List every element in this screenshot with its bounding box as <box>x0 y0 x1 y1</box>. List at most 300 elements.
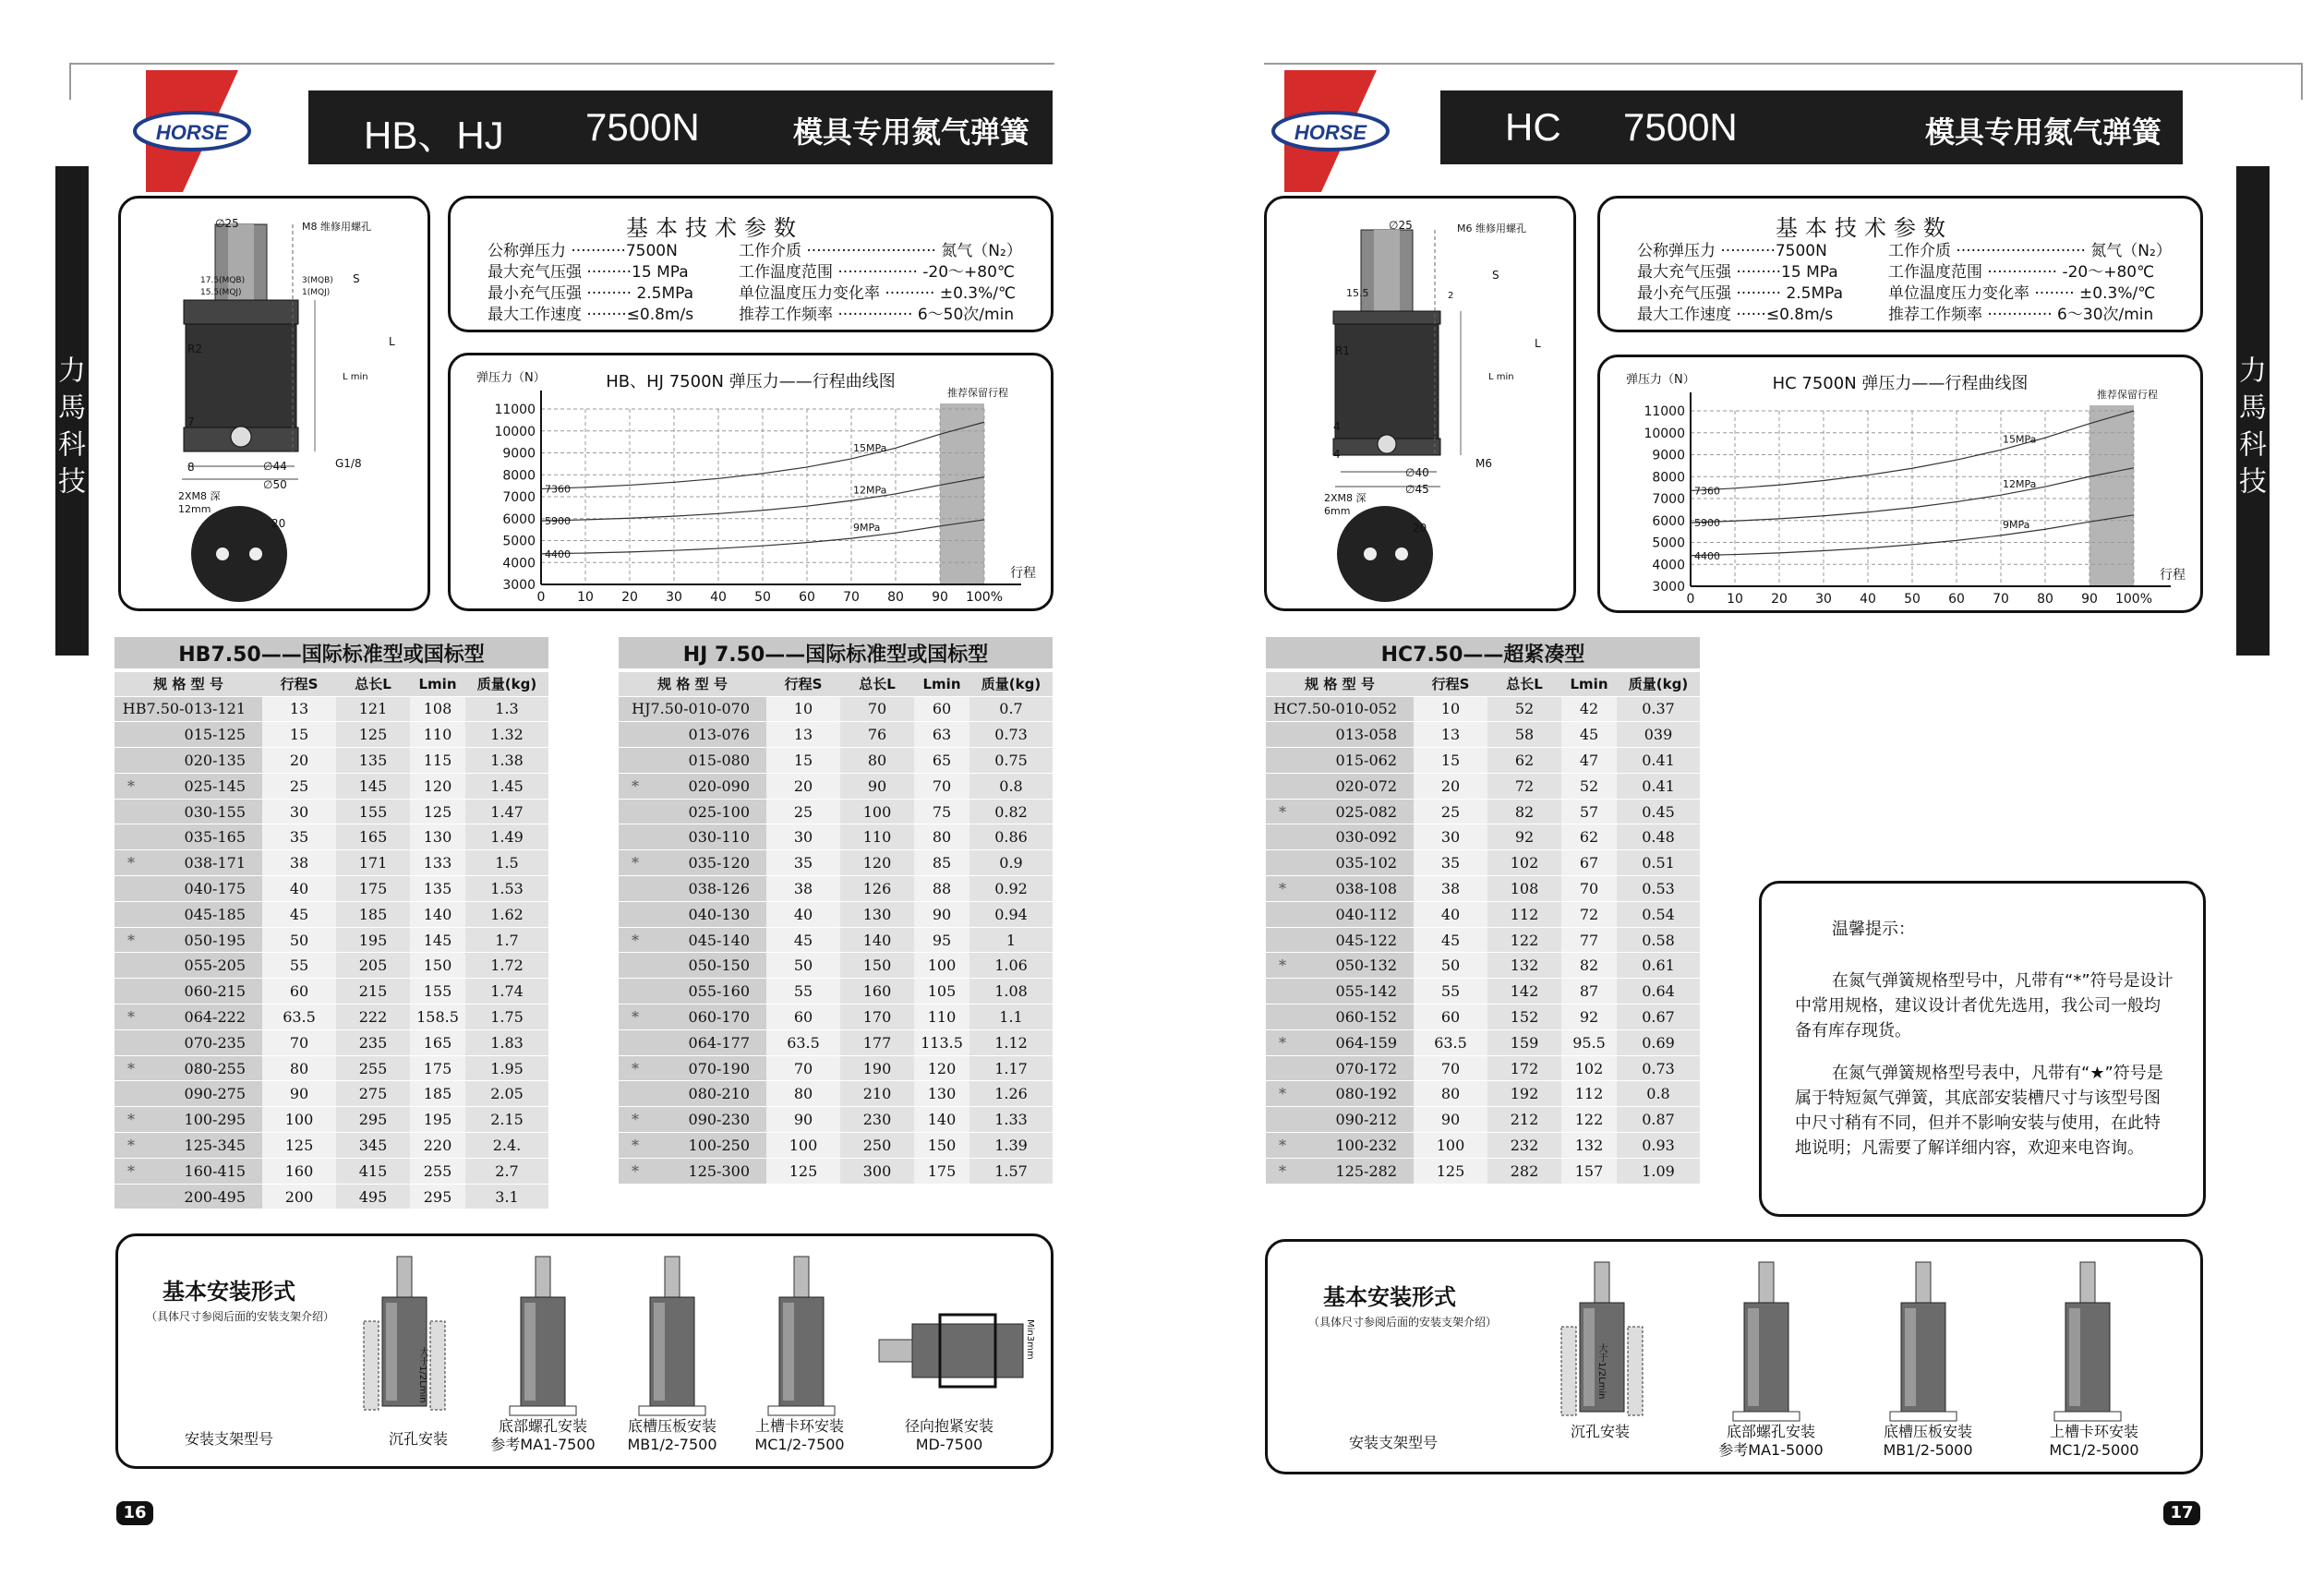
value-cell: 130 <box>840 901 914 927</box>
plate-section <box>364 1321 379 1410</box>
value-cell: 0.53 <box>1617 876 1700 902</box>
params-col1: 公称弹压力 ···········7500N 最大充气压强 ·········15 MPa 最小充气压强 ········· 2.5MPa 最大工作速度 ······≤0.8m/s <box>1637 242 1844 324</box>
value-cell: 13 <box>1414 722 1487 748</box>
model-code: 030-155 <box>184 802 246 821</box>
value-cell: 45 <box>1414 927 1487 953</box>
model-cell <box>114 1184 262 1209</box>
value-cell: 215 <box>336 979 410 1005</box>
value-cell: 112 <box>1561 1081 1617 1107</box>
model-code: 080-192 <box>1335 1085 1397 1103</box>
series-label: 9MPa <box>853 522 881 535</box>
value-cell: 55 <box>262 953 336 979</box>
value-cell: 132 <box>1487 953 1561 979</box>
value-cell: 415 <box>336 1158 410 1184</box>
seven-label: 7 <box>187 415 195 428</box>
series-label: 15MPa <box>853 441 887 454</box>
tips-box <box>1759 881 2206 1217</box>
table-header: Lmin <box>1561 672 1617 696</box>
value-cell: 52 <box>1487 696 1561 722</box>
table-row <box>619 953 1053 979</box>
install-title: 基本安装形式 <box>1323 1284 1456 1310</box>
x-tick-label: 50 <box>1904 592 1921 607</box>
dim1-label: 17.5(MQB) <box>200 276 246 285</box>
table-row <box>1266 1055 1700 1081</box>
chart-box <box>1597 355 2203 613</box>
four-label: 4 <box>1333 420 1341 433</box>
y-tick-label: 10000 <box>1644 426 1685 441</box>
value-cell: 80 <box>766 1081 840 1107</box>
table-row <box>1266 799 1700 824</box>
spring-drawing <box>1267 198 1573 608</box>
chart-box <box>448 353 1054 611</box>
value-cell: 1.75 <box>465 1005 548 1030</box>
value-cell: 135 <box>336 748 410 774</box>
install-note: Min3mm <box>1025 1319 1035 1360</box>
value-cell: 150 <box>410 953 465 979</box>
model-code: 080-210 <box>688 1085 750 1103</box>
table-row <box>114 876 548 902</box>
common-spec-star: * <box>1279 956 1286 975</box>
value-cell: 88 <box>914 876 969 902</box>
model-cell <box>619 722 766 748</box>
model-cell <box>114 953 262 979</box>
value-cell: 80 <box>840 748 914 774</box>
value-cell: 57 <box>1561 799 1617 824</box>
table-row <box>619 979 1053 1005</box>
value-cell: 142 <box>1487 979 1561 1005</box>
value-cell: 0.51 <box>1617 850 1700 876</box>
value-cell: 30 <box>1414 824 1487 850</box>
value-cell: 0.73 <box>1617 1055 1700 1081</box>
spec-table-hb <box>114 672 548 1209</box>
value-cell: 0.45 <box>1617 799 1700 824</box>
y-tick-label: 5000 <box>1652 535 1685 551</box>
piston-rod <box>1595 1262 1609 1303</box>
value-cell: 13 <box>766 722 840 748</box>
s-label: S <box>353 272 360 285</box>
mounting-base <box>1733 1412 1800 1421</box>
value-cell: 300 <box>840 1158 914 1184</box>
value-cell: 282 <box>1487 1158 1561 1184</box>
model-cell <box>619 773 766 799</box>
model-cell <box>114 799 262 824</box>
value-cell: 160 <box>262 1158 336 1184</box>
value-cell: 100 <box>262 1107 336 1133</box>
value-cell: 50 <box>1414 953 1487 979</box>
value-cell: 175 <box>914 1158 969 1184</box>
model-cell <box>1266 696 1414 722</box>
value-cell: 145 <box>410 927 465 953</box>
tips-paragraph: 在氮气弹簧规格型号表中，凡带有“★”符号是属于特短氮气弹簧，其底部安装槽尺寸与该型号图中尺寸稍有不同，但并不影响安装与使用，在此特地说明；凡需要了解详细内容，欢迎来电咨询。 <box>1795 1064 2163 1158</box>
value-cell: 177 <box>840 1029 914 1055</box>
value-cell: 70 <box>1414 1055 1487 1081</box>
model-cell <box>619 953 766 979</box>
mounting-base <box>510 1406 576 1415</box>
radial-body <box>912 1324 1023 1377</box>
model-name: HB、HJ <box>364 114 504 157</box>
install-subtitle: （具体尺寸参阅后面的安装支架介绍） <box>146 1310 335 1323</box>
d2-label: ∅50 <box>263 478 287 491</box>
model-code: 070-235 <box>184 1033 246 1052</box>
x-tick-label: 70 <box>1993 592 2009 607</box>
value-cell: 0.61 <box>1617 953 1700 979</box>
x-tick-label: 70 <box>843 590 860 605</box>
common-spec-star: * <box>632 776 639 795</box>
table-row <box>619 1005 1053 1030</box>
table-row <box>114 927 548 953</box>
value-cell: 1.33 <box>969 1107 1053 1133</box>
value-cell: 195 <box>410 1107 465 1133</box>
cylinder-highlight <box>2069 1308 2080 1406</box>
port-label: G1/8 <box>335 457 362 470</box>
value-cell: 60 <box>766 1005 840 1030</box>
x-tick-label: 20 <box>1771 592 1788 607</box>
table-row <box>619 799 1053 824</box>
bracket-label: 安装支架型号 <box>1349 1434 1439 1451</box>
model-cell <box>619 1158 766 1184</box>
value-cell: 72 <box>1487 773 1561 799</box>
d-top-label: ∅25 <box>1389 219 1413 232</box>
piston-rod <box>536 1257 550 1297</box>
model-code: 045-122 <box>1335 931 1397 949</box>
value-cell: 140 <box>914 1107 969 1133</box>
model-code: 100-232 <box>1335 1136 1397 1154</box>
x-tick-label: 0 <box>1686 592 1695 607</box>
cylinder-highlight <box>783 1303 794 1401</box>
value-cell: 255 <box>336 1055 410 1081</box>
band-label: 推荐保留行程 <box>947 387 1008 399</box>
value-cell: 38 <box>1414 876 1487 902</box>
value-cell: 62 <box>1487 748 1561 774</box>
value-cell: 1.95 <box>465 1055 548 1081</box>
series-label: 15MPa <box>2003 433 2037 446</box>
value-cell: 120 <box>410 773 465 799</box>
model-cell <box>619 824 766 850</box>
value-cell: 15 <box>766 748 840 774</box>
force-label: 7500N <box>1623 105 1738 149</box>
piston-rod <box>2080 1262 2095 1303</box>
y-tick-label: 3000 <box>502 578 536 593</box>
table-row <box>619 850 1053 876</box>
thread-label: M6 维修用螺孔 <box>1457 223 1526 235</box>
value-cell: 0.41 <box>1617 773 1700 799</box>
svg-text:HORSE: HORSE <box>155 121 229 144</box>
table-row <box>619 1029 1053 1055</box>
install-note: 大于1/2Lmin <box>417 1347 427 1403</box>
model-cell <box>114 1005 262 1030</box>
value-cell: 10 <box>766 696 840 722</box>
model-code: 020-090 <box>688 776 750 795</box>
common-spec-star: * <box>127 1111 135 1129</box>
y-tick-label: 4000 <box>502 556 536 571</box>
table-header: 行程S <box>1414 672 1487 696</box>
model-cell <box>619 876 766 902</box>
d1-label: ∅40 <box>1405 466 1429 479</box>
value-cell: 2.4. <box>465 1133 548 1159</box>
side-tab: 力馬科技 <box>2236 166 2270 656</box>
cylinder-highlight <box>1583 1308 1595 1406</box>
common-spec-star: * <box>1279 1136 1286 1154</box>
model-code: 100-295 <box>184 1111 246 1129</box>
value-cell: 15 <box>262 722 336 748</box>
value-cell: 1.53 <box>465 876 548 902</box>
spec-table-hj <box>619 672 1053 1185</box>
model-cell <box>619 1055 766 1081</box>
value-cell: 2.7 <box>465 1158 548 1184</box>
value-cell: 38 <box>766 876 840 902</box>
dim4-label: 1(MQJ) <box>302 288 331 297</box>
value-cell: 0.8 <box>1617 1081 1700 1107</box>
x-tick-label: 80 <box>2037 592 2053 607</box>
model-code: 100-250 <box>688 1136 750 1154</box>
value-cell: 165 <box>336 824 410 850</box>
series-label: 12MPa <box>2003 478 2037 491</box>
value-cell: 345 <box>336 1133 410 1159</box>
y-tick-label: 3000 <box>1652 580 1685 595</box>
value-cell: 110 <box>410 722 465 748</box>
table-row <box>114 1184 548 1209</box>
series-label: 12MPa <box>853 484 887 497</box>
value-cell: 70 <box>914 773 969 799</box>
model-cell <box>114 722 262 748</box>
value-cell: 108 <box>410 696 465 722</box>
x-tick-label: 60 <box>799 590 815 605</box>
piston-rod <box>397 1257 412 1297</box>
table-header: 质量(kg) <box>969 672 1053 696</box>
value-cell: 1.1 <box>969 1005 1053 1030</box>
y-tick-label: 6000 <box>502 511 536 527</box>
value-cell: 108 <box>1487 876 1561 902</box>
value-cell: 110 <box>914 1005 969 1030</box>
install-caption: 上槽卡环安装 MC1/2-7500 <box>754 1417 845 1453</box>
model-code: 015-125 <box>184 726 246 744</box>
plate-section <box>1561 1327 1576 1415</box>
table-title: HJ 7.50——国际标准型或国标型 <box>619 637 1053 668</box>
model-code: 013-076 <box>688 726 750 744</box>
value-cell: 200 <box>262 1184 336 1209</box>
y-tick-label: 11000 <box>494 403 536 417</box>
table-row <box>619 722 1053 748</box>
value-cell: 55 <box>1414 979 1487 1005</box>
value-cell: 295 <box>336 1107 410 1133</box>
model-cell <box>114 696 262 722</box>
model-cell <box>1266 1081 1414 1107</box>
start-value-label: 5900 <box>545 515 571 528</box>
table-row <box>114 953 548 979</box>
model-code: 020-135 <box>184 751 246 769</box>
model-code: 090-230 <box>688 1111 750 1129</box>
value-cell: 1.38 <box>465 748 548 774</box>
chart-xlabel: 行程 <box>1010 566 1036 581</box>
port-label: M6 <box>1475 457 1492 470</box>
plate-section <box>1628 1327 1643 1415</box>
table-row <box>1266 696 1700 722</box>
common-spec-star: * <box>1279 879 1286 897</box>
table-row <box>1266 773 1700 799</box>
model-cell <box>114 1029 262 1055</box>
model-code: 055-160 <box>688 982 750 1001</box>
model-code: 045-185 <box>184 905 246 923</box>
table-title: HC7.50——超紧凑型 <box>1266 637 1700 668</box>
model-code: 038-126 <box>688 879 750 897</box>
params-title: 基本技术参数 <box>626 215 803 241</box>
value-cell: 63.5 <box>1414 1029 1487 1055</box>
value-cell: 40 <box>1414 901 1487 927</box>
model-cell <box>1266 927 1414 953</box>
table-row <box>619 1107 1053 1133</box>
model-code: 050-132 <box>1335 956 1397 975</box>
value-cell: 1.08 <box>969 979 1053 1005</box>
value-cell: 1.47 <box>465 799 548 824</box>
value-cell: 30 <box>766 824 840 850</box>
dim2-label: 15.5(MQJ) <box>200 288 242 297</box>
value-cell: 0.64 <box>1617 979 1700 1005</box>
table-header: 质量(kg) <box>465 672 548 696</box>
r-label: R2 <box>187 343 202 355</box>
table-row <box>1266 953 1700 979</box>
common-spec-star: * <box>127 776 135 795</box>
value-cell: 113.5 <box>914 1029 969 1055</box>
value-cell: 75 <box>914 799 969 824</box>
value-cell: 1.7 <box>465 927 548 953</box>
lmin-label: L min <box>1488 372 1514 382</box>
value-cell: 0.92 <box>969 876 1053 902</box>
page-number: 16 <box>116 1501 153 1525</box>
model-code: 050-150 <box>688 956 750 975</box>
model-cell <box>619 927 766 953</box>
mounting-base <box>639 1406 705 1415</box>
cylinder-highlight <box>1748 1308 1759 1406</box>
model-cell <box>114 901 262 927</box>
value-cell: 175 <box>336 876 410 902</box>
model-cell <box>619 696 766 722</box>
x-tick-label: 40 <box>710 590 727 605</box>
model-cell <box>1266 1133 1414 1159</box>
start-value-label: 4400 <box>1694 549 1720 562</box>
x-tick-label: 60 <box>1948 592 1965 607</box>
value-cell: 250 <box>840 1133 914 1159</box>
value-cell: 60 <box>1414 1005 1487 1030</box>
table-row <box>114 901 548 927</box>
model-code: 025-145 <box>184 776 246 795</box>
band-label: 推荐保留行程 <box>2097 389 2158 401</box>
c-label: 20 <box>271 517 286 530</box>
start-value-label: 7360 <box>1694 485 1720 498</box>
model-code: 070-172 <box>1335 1059 1397 1077</box>
value-cell: 152 <box>1487 1005 1561 1030</box>
d-top-label: ∅25 <box>215 217 239 230</box>
model-cell <box>1266 953 1414 979</box>
value-cell: 67 <box>1561 850 1617 876</box>
value-cell: 60 <box>262 979 336 1005</box>
value-cell: 125 <box>1414 1158 1487 1184</box>
model-code: 025-082 <box>1335 802 1397 821</box>
table-row <box>114 1029 548 1055</box>
table-row <box>1266 1107 1700 1133</box>
value-cell: 20 <box>766 773 840 799</box>
common-spec-star: * <box>127 854 135 872</box>
force-stroke-chart <box>451 355 1051 608</box>
model-cell <box>1266 1005 1414 1030</box>
holes-label: 2XM8 深6mm <box>1324 492 1367 517</box>
model-code: 055-142 <box>1335 982 1397 1001</box>
model-cell <box>1266 979 1414 1005</box>
table-header: 规 格 型 号 <box>114 672 262 696</box>
table-row <box>1266 979 1700 1005</box>
value-cell: 90 <box>1414 1107 1487 1133</box>
value-cell: 130 <box>914 1081 969 1107</box>
y-tick-label: 9000 <box>1652 448 1685 463</box>
model-code: 020-072 <box>1335 776 1397 795</box>
value-cell: 1.3 <box>465 696 548 722</box>
value-cell: 210 <box>840 1081 914 1107</box>
model-code: 025-100 <box>688 802 750 821</box>
value-cell: 0.67 <box>1617 1005 1700 1030</box>
start-value-label: 4400 <box>545 547 571 560</box>
top-rule <box>1264 63 2303 65</box>
model-cell <box>619 901 766 927</box>
table-header: Lmin <box>410 672 465 696</box>
table-row <box>114 1005 548 1030</box>
table-header: Lmin <box>914 672 969 696</box>
value-cell: 102 <box>1561 1055 1617 1081</box>
value-cell: 90 <box>840 773 914 799</box>
value-cell: 125 <box>262 1133 336 1159</box>
table-row <box>114 1081 548 1107</box>
start-value-label: 7360 <box>545 483 571 496</box>
value-cell: 82 <box>1561 953 1617 979</box>
value-cell: 1 <box>969 927 1053 953</box>
value-cell: 1.62 <box>465 901 548 927</box>
table-header: 规 格 型 号 <box>1266 672 1414 696</box>
value-cell: 82 <box>1487 799 1561 824</box>
install-caption: 沉孔安装 <box>1570 1423 1630 1440</box>
piston-rod <box>1916 1262 1931 1303</box>
title-banner <box>1440 90 2183 164</box>
model-cell <box>1266 824 1414 850</box>
y-tick-label: 10000 <box>494 424 536 439</box>
x-tick-label: 10 <box>577 590 594 605</box>
value-cell: 145 <box>336 773 410 799</box>
value-cell: 212 <box>1487 1107 1561 1133</box>
horse-logo <box>1266 70 1395 192</box>
model-cell <box>1266 1107 1414 1133</box>
table-row <box>114 850 548 876</box>
x-tick-label: 30 <box>666 590 682 605</box>
value-cell: 58 <box>1487 722 1561 748</box>
value-cell: 0.8 <box>969 773 1053 799</box>
l-label: L <box>389 335 395 348</box>
value-cell: 0.48 <box>1617 824 1700 850</box>
table-row <box>114 1133 548 1159</box>
value-cell: 133 <box>410 850 465 876</box>
model-code: 038-108 <box>1335 879 1397 897</box>
table-row <box>1266 722 1700 748</box>
chart-title: HC 7500N 弹压力——行程曲线图 <box>1772 374 2029 393</box>
model-code: 060-215 <box>184 982 246 1001</box>
install-box <box>1265 1239 2203 1474</box>
value-cell: 0.75 <box>969 748 1053 774</box>
value-cell: 102 <box>1487 850 1561 876</box>
table-row <box>1266 1081 1700 1107</box>
install-caption: 上槽卡环安装 MC1/2-5000 <box>2049 1423 2139 1459</box>
tips-title: 温馨提示： <box>1832 920 1915 939</box>
start-value-label: 5900 <box>1694 517 1720 530</box>
y-tick-label: 8000 <box>1652 470 1685 486</box>
model-code: 200-495 <box>184 1187 246 1206</box>
install-subtitle: （具体尺寸参阅后面的安装支架介绍） <box>1308 1316 1498 1329</box>
product-drawing-box <box>1264 196 1576 611</box>
